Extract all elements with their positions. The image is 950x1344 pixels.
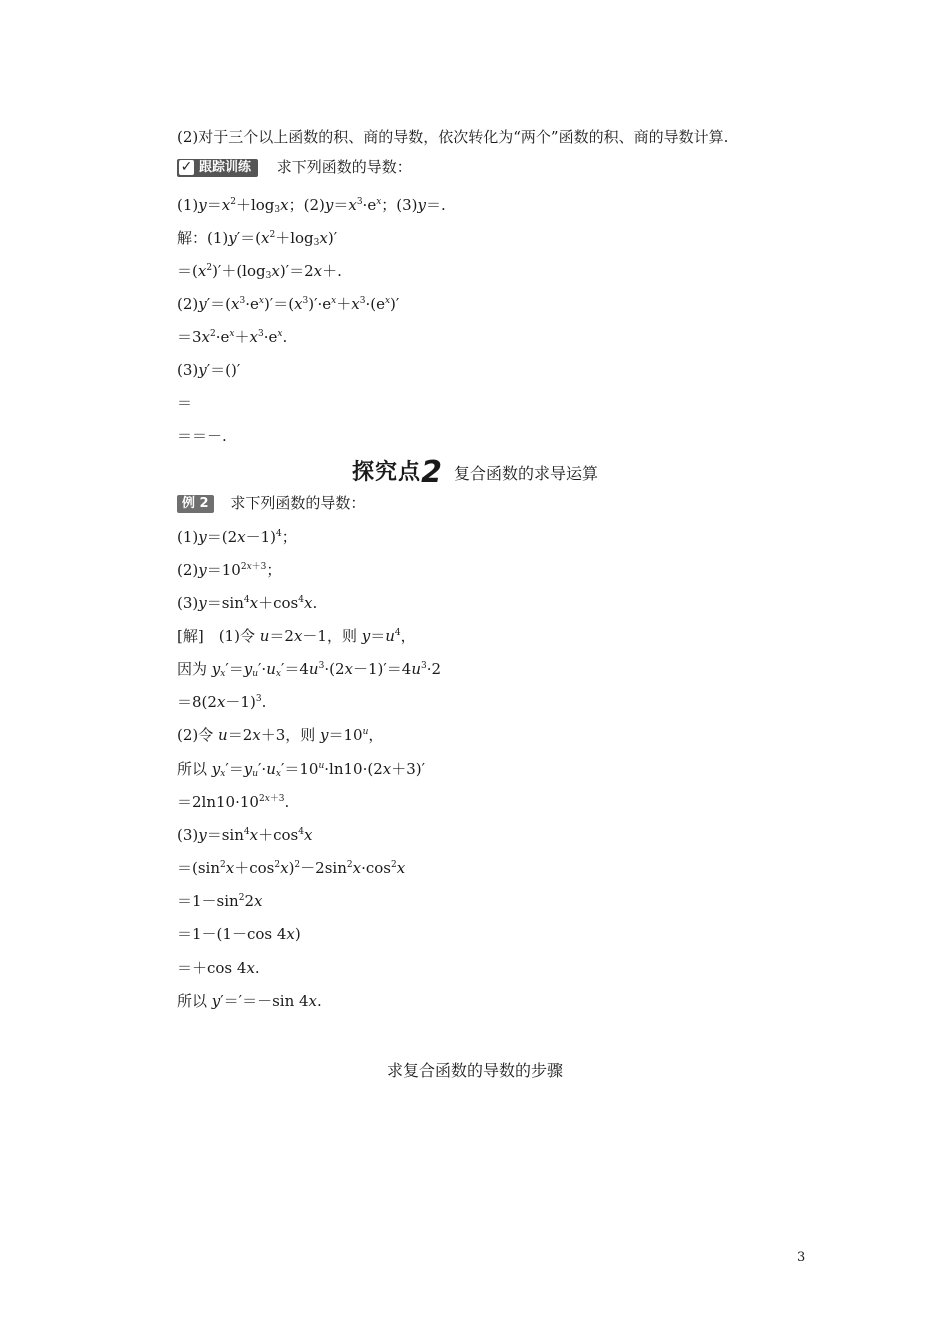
example-problem-3: $(3)y=\sin^4x+\cos^4x$. xyxy=(177,594,318,612)
answer-line-10: ＝1－(1－cos 4x) xyxy=(177,925,301,943)
answer-line-2: 因为 $y_x'=y_u'\cdot u_x'=4u^3\cdot(2x-1)'=4u^3\cdot 2$ xyxy=(177,660,442,679)
answer-line-11: ＝＋cos 4x. xyxy=(177,959,260,977)
tracking-problems: $(1)y=x^2+\log_3x$；$(2)y=x^3\cdot e^x$；(3)y＝. xyxy=(177,196,446,215)
example-prompt: 求下列函数的导数： xyxy=(230,494,366,512)
tracking-line xyxy=(177,157,412,177)
steps-caption: 求复合函数的导数的步骤 xyxy=(386,1061,563,1080)
answer-line-1: [解] (1)令 u＝2x－1，则 $y=u^4$， xyxy=(177,627,416,645)
example-problem-1: $(1)y=(2x-1)^4$； xyxy=(177,528,297,546)
answer-line-5: 所以 $y_x'=y_u'\cdot u_x'=10^u\cdot\ln 10\cdot(2x+3)'$ xyxy=(177,760,426,779)
tracking-prompt: 求下列函数的导数： xyxy=(276,158,412,176)
solution-line-6: ＝ xyxy=(177,394,193,412)
answer-line-8: $=(\sin^2x+\cos^2x)^2-2\sin^2x\cdot\cos^2x$ xyxy=(177,859,406,877)
solution-line-1: 解：$(1)y'=(x^2+\log_3x)'$ xyxy=(177,229,338,248)
check-icon: ✓ xyxy=(180,159,193,175)
heading-number: 2 xyxy=(421,455,442,490)
solution-line-2: $=(x^2)'+(\log_3x)'=2x+$. xyxy=(177,262,342,281)
solution-line-7: ＝＝－. xyxy=(177,427,227,445)
solution-line-3: $(2)y'=(x^3\cdot e^x)'=(x^3)'\cdot e^x+x^3\cdot(e^x)'$ xyxy=(177,295,400,313)
heading-subtitle: 复合函数的求导运算 xyxy=(453,464,598,483)
section-heading xyxy=(0,455,950,490)
answer-line-4: (2)令 u＝2x＋3，则 $y=10^u$， xyxy=(177,726,384,744)
solution-line-5: (3)y′＝()′ xyxy=(177,361,241,379)
answer-line-6: $=2\ln 10\cdot 10^{2x+3}$. xyxy=(177,793,290,811)
answer-line-7: $(3)y=\sin^4x+\cos^4x$ xyxy=(177,826,313,844)
heading-title: 探究点 xyxy=(352,460,422,485)
tracking-badge: ✓ 跟踪训练 xyxy=(177,159,258,177)
answer-line-3: $=8(2x-1)^3$. xyxy=(177,693,267,711)
example-badge: 例 2 xyxy=(177,495,214,513)
intro-text: (2)对于三个以上函数的积、商的导数，依次转化为“两个”函数的积、商的导数计算. xyxy=(177,128,729,146)
example-line xyxy=(177,493,365,513)
answer-line-9: $=1-\sin^22x$ xyxy=(177,892,263,910)
solution-line-4: $=3x^2\cdot e^x+x^3\cdot e^x$. xyxy=(177,328,288,346)
page-number: 3 xyxy=(797,1250,806,1265)
answer-line-12: 所以 y′＝′＝－sin 4x. xyxy=(177,992,322,1010)
example-problem-2: $(2)y=10^{2x+3}$； xyxy=(177,561,282,579)
